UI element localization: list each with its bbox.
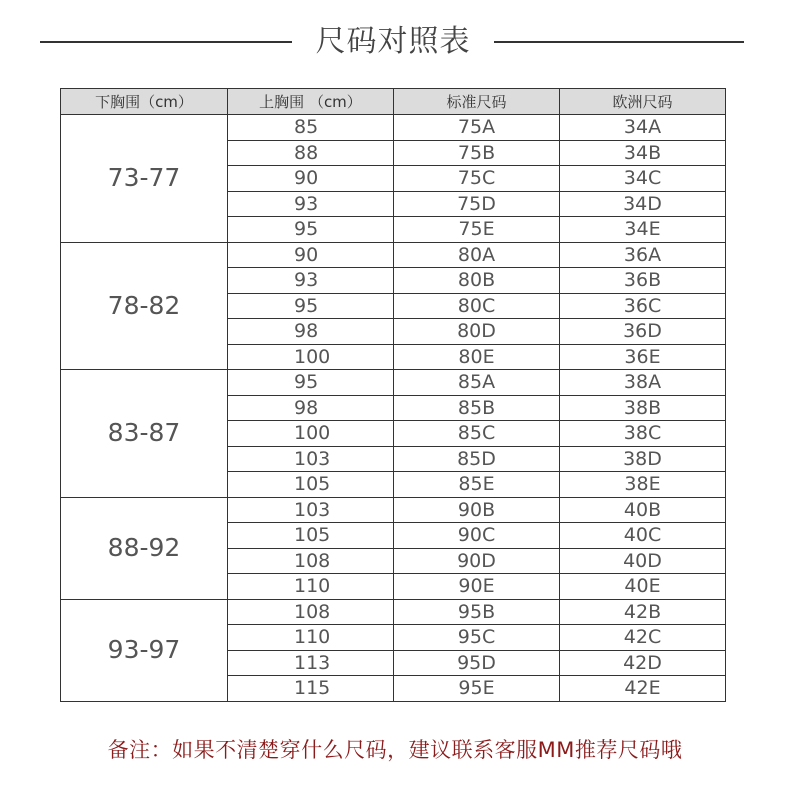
table-header-row [61, 89, 726, 115]
header-upper-bust: 上胸围 （cm） [228, 89, 394, 115]
under-bust-range: 73-77 [61, 115, 228, 243]
eu-size-value: 42E [560, 676, 726, 702]
standard-size-value: 75C [394, 166, 560, 192]
upper-bust-value: 95 [228, 217, 394, 243]
header-under-bust: 下胸围（cm） [61, 89, 228, 115]
upper-bust-value: 98 [228, 395, 394, 421]
page-title: 尺码对照表 [315, 24, 471, 59]
standard-size-value: 75E [394, 217, 560, 243]
upper-bust-value: 103 [228, 446, 394, 472]
eu-size-value: 36D [560, 319, 726, 345]
upper-bust-value: 93 [228, 268, 394, 294]
title-divider-left [40, 41, 292, 43]
standard-size-value: 80A [394, 242, 560, 268]
eu-size-value: 38D [560, 446, 726, 472]
table-row [61, 370, 726, 396]
eu-size-value: 42C [560, 625, 726, 651]
eu-size-value: 42D [560, 650, 726, 676]
upper-bust-value: 113 [228, 650, 394, 676]
eu-size-value: 34B [560, 140, 726, 166]
eu-size-value: 34C [560, 166, 726, 192]
header-eu-size: 欧洲尺码 [560, 89, 726, 115]
standard-size-value: 80D [394, 319, 560, 345]
upper-bust-value: 115 [228, 676, 394, 702]
table-row [61, 599, 726, 625]
eu-size-value: 40C [560, 523, 726, 549]
footnote: 备注：如果不清楚穿什么尺码，建议联系客服MM推荐尺码哦 [107, 738, 683, 762]
standard-size-value: 95E [394, 676, 560, 702]
standard-size-value: 90E [394, 574, 560, 600]
upper-bust-value: 110 [228, 625, 394, 651]
upper-bust-value: 108 [228, 548, 394, 574]
eu-size-value: 38B [560, 395, 726, 421]
standard-size-value: 85B [394, 395, 560, 421]
eu-size-value: 36B [560, 268, 726, 294]
upper-bust-value: 93 [228, 191, 394, 217]
eu-size-value: 38C [560, 421, 726, 447]
table-row [61, 242, 726, 268]
eu-size-value: 36E [560, 344, 726, 370]
header-standard-size: 标准尺码 [394, 89, 560, 115]
table-row [61, 497, 726, 523]
upper-bust-value: 95 [228, 293, 394, 319]
standard-size-value: 90D [394, 548, 560, 574]
upper-bust-value: 90 [228, 242, 394, 268]
upper-bust-value: 100 [228, 421, 394, 447]
eu-size-value: 36C [560, 293, 726, 319]
title-row [0, 18, 790, 66]
eu-size-value: 38E [560, 472, 726, 498]
standard-size-value: 80E [394, 344, 560, 370]
standard-size-value: 85E [394, 472, 560, 498]
standard-size-value: 75A [394, 115, 560, 141]
eu-size-value: 34A [560, 115, 726, 141]
standard-size-value: 85C [394, 421, 560, 447]
standard-size-value: 90B [394, 497, 560, 523]
eu-size-value: 36A [560, 242, 726, 268]
title-divider-right [494, 41, 744, 43]
eu-size-value: 34E [560, 217, 726, 243]
standard-size-value: 75B [394, 140, 560, 166]
under-bust-range: 93-97 [61, 599, 228, 701]
standard-size-value: 95C [394, 625, 560, 651]
standard-size-value: 90C [394, 523, 560, 549]
standard-size-value: 95D [394, 650, 560, 676]
standard-size-value: 85D [394, 446, 560, 472]
eu-size-value: 40B [560, 497, 726, 523]
upper-bust-value: 85 [228, 115, 394, 141]
standard-size-value: 80B [394, 268, 560, 294]
upper-bust-value: 105 [228, 472, 394, 498]
eu-size-value: 38A [560, 370, 726, 396]
upper-bust-value: 90 [228, 166, 394, 192]
upper-bust-value: 95 [228, 370, 394, 396]
upper-bust-value: 103 [228, 497, 394, 523]
eu-size-value: 34D [560, 191, 726, 217]
under-bust-range: 88-92 [61, 497, 228, 599]
standard-size-value: 75D [394, 191, 560, 217]
size-chart-table [60, 88, 726, 702]
eu-size-value: 42B [560, 599, 726, 625]
table-row [61, 115, 726, 141]
eu-size-value: 40D [560, 548, 726, 574]
standard-size-value: 95B [394, 599, 560, 625]
standard-size-value: 85A [394, 370, 560, 396]
under-bust-range: 83-87 [61, 370, 228, 498]
upper-bust-value: 88 [228, 140, 394, 166]
table-body [61, 115, 726, 702]
upper-bust-value: 105 [228, 523, 394, 549]
standard-size-value: 80C [394, 293, 560, 319]
upper-bust-value: 100 [228, 344, 394, 370]
eu-size-value: 40E [560, 574, 726, 600]
upper-bust-value: 98 [228, 319, 394, 345]
upper-bust-value: 108 [228, 599, 394, 625]
under-bust-range: 78-82 [61, 242, 228, 370]
upper-bust-value: 110 [228, 574, 394, 600]
